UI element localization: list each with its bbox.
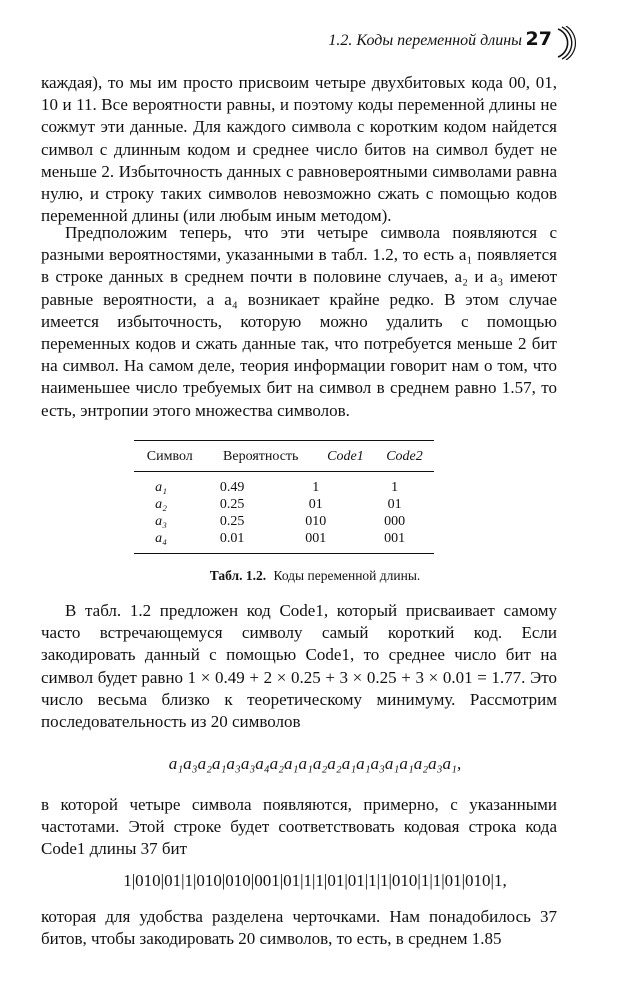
- running-head: 1.2. Коды переменной длины: [328, 32, 522, 49]
- header-code2: Code2: [386, 449, 423, 464]
- table-row: [134, 530, 434, 547]
- cell-probability: 0.01: [219, 530, 245, 546]
- header-code1: Code1: [327, 449, 364, 464]
- page-header: [0, 28, 630, 60]
- cell-code2: 1: [391, 479, 399, 495]
- page-number: 27: [525, 28, 552, 50]
- cell-code1: 010: [305, 513, 327, 529]
- table-bottom-rule: [134, 553, 434, 554]
- cell-code2: 01: [387, 496, 402, 512]
- header-probability: Вероятность: [223, 449, 299, 464]
- table-header-row: [134, 441, 434, 465]
- cell-probability: 0.25: [219, 513, 245, 529]
- table-row: [134, 496, 434, 513]
- cell-code1: 01: [308, 496, 323, 512]
- cell-code1: 001: [305, 530, 327, 546]
- cell-code1: 1: [312, 479, 320, 495]
- table-row: [134, 513, 434, 530]
- table-caption: [0, 568, 630, 584]
- header-symbol: Символ: [146, 449, 193, 464]
- code-table: [134, 440, 434, 554]
- table-row: [134, 472, 434, 496]
- symbol-sequence-formula: a₁a₃a₂a₁a₃a₃a₄a₂a₁a₁a₂a₂a₁a₁a₃a₁a₁a₂a₃a₁,: [168, 754, 462, 773]
- paragraph-5: которая для удобства разделена черточками. Нам понадобилось 37 битов, чтобы закодировать 20 символов, то есть, в среднем 1.85: [41, 907, 557, 949]
- cell-symbol: a₃: [155, 513, 167, 529]
- paragraph-3: В табл. 1.2 предложен код Code1, который присваивает самому часто встречающемуся символу самый короткий код. Если закодировать данный с помощью Code1, то среднее число бит на символ будет равно 1 × 0.49 + 2 × 0.25 + 3 × 0.25 + 3 × 0.01 = 1.77. Это число весьма близко к теоретическому минимуму. Рассмотрим последовательность из 20 символов: [41, 601, 557, 732]
- cell-symbol: a₁: [155, 479, 167, 495]
- caption-label: Табл. 1.2.: [209, 568, 267, 583]
- cell-probability: 0.25: [219, 496, 245, 512]
- paragraph-2: Предположим теперь, что эти четыре символа появляются с разными вероятностями, указанными в табл. 1.2, то есть a₁ появляется в строке данных в среднем почти в половине случаев, a₂ и a₃ имеют равные вероятности, а a₄ возникает крайне редко. В этом случае имеется избыточность, которую можно удалить с помощью переменных кодов и сжать данные так, что потребуется меньше 2 бит на символ. На самом деле, теория информации говорит нам о том, что наименьшее число требуемых бит на символ в среднем равно 1.57, то есть, энтропии этого множества символов.: [41, 223, 557, 420]
- cell-symbol: a₄: [155, 530, 167, 546]
- cell-symbol: a₂: [155, 496, 167, 512]
- bitstring-formula: 1|010|01|1|010|010|001|01|1|1|01|01|1|1|010|1|1|01|010|1,: [123, 871, 507, 890]
- cell-code2: 000: [384, 513, 406, 529]
- paragraph-1: каждая), то мы им просто присвоим четыре двухбитовых кода 00, 01, 10 и 11. Все вероятности равны, и поэтому коды переменной длины не сожмут эти данные. Для каждого символа с коротким кодом найдется символ с длинным кодом и среднее число битов на символ будет не меньше 2. Избыточность данных с равновероятными символами равна нулю, и строку таких символов невозможно сжать с помощью кодов переменной длины (или любым иным методом).: [41, 73, 557, 226]
- cell-code2: 001: [384, 530, 406, 546]
- page-number-arcs-icon: [556, 26, 578, 60]
- paragraph-4: в которой четыре символа появляются, примерно, с указанными частотами. Этой строке будет соответствовать кодовая строка кода Code1 длины 37 бит: [41, 795, 557, 859]
- caption-text: Коды переменной длины.: [273, 568, 421, 583]
- cell-probability: 0.49: [219, 479, 245, 495]
